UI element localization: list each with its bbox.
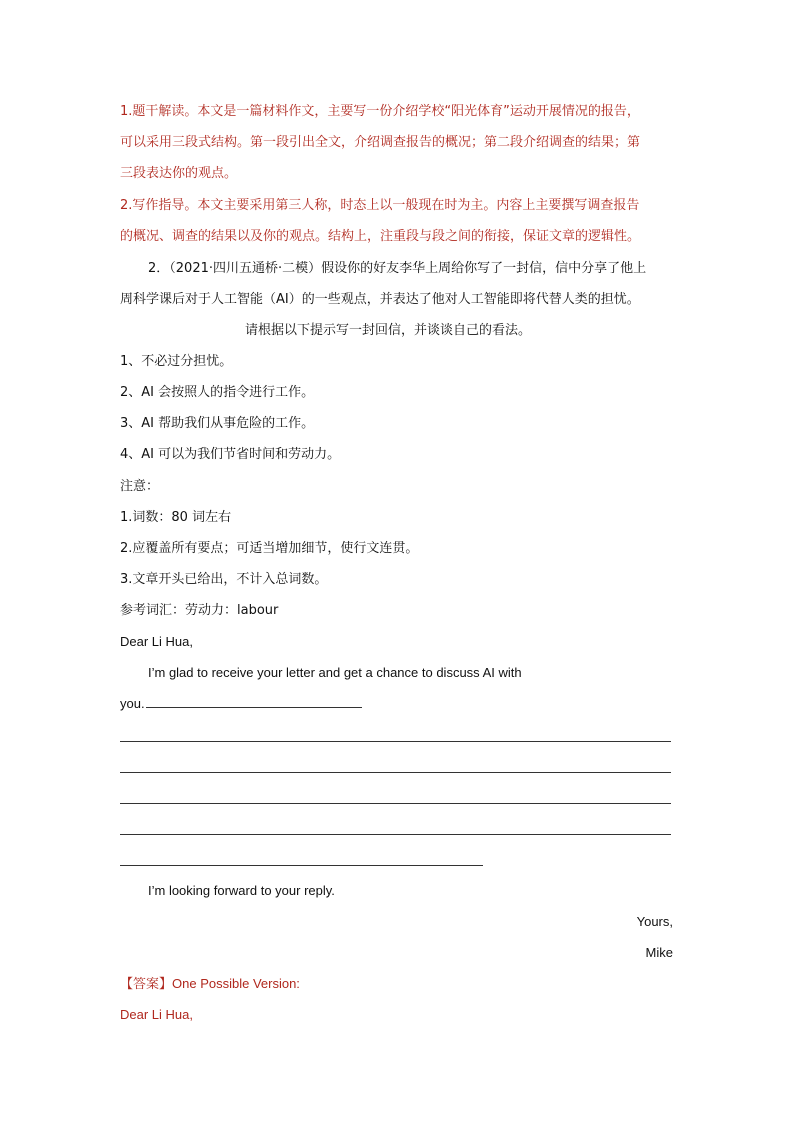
note-1: 1.词数：80 词左右 [120,510,232,525]
writing-line-5[interactable] [120,865,483,866]
reference-vocabulary: 参考词汇：劳动力：labour [120,603,279,618]
letter-opening-end: you. [120,696,145,711]
hint-2: 2、AI 会按照人的指令进行工作。 [120,385,315,400]
answer-version: One Possible Version: [172,976,300,991]
note-3: 3.文章开头已给出，不计入总词数。 [120,572,328,587]
note-2: 2.应覆盖所有要点；可适当增加细节，使行文连贯。 [120,541,419,556]
letter-greeting: Dear Li Hua, [120,634,193,649]
hint-3: 3、AI 帮助我们从事危险的工作。 [120,416,315,431]
letter-opening-continuation [120,695,362,713]
question-2-line-1: 2．（2021·四川五通桥·二模）假设你的好友李华上周给你写了一封信，信中分享了他上 [148,261,647,276]
answer-label: 【答案】 [120,977,173,992]
writing-line-3[interactable] [120,803,671,804]
letter-closing-line: I’m looking forward to your reply. [148,883,335,898]
guide-point-2-line-1: 2.写作指导。本文主要采用第三人称，时态上以一般现在时为主。内容上主要撰写调查报告 [120,198,640,213]
hint-4: 4、AI 可以为我们节省时间和劳动力。 [120,447,341,462]
letter-signoff: Yours, [636,914,673,929]
notes-heading: 注意： [120,479,160,494]
answer-greeting: Dear Li Hua, [120,1007,193,1022]
guide-point-1-line-3: 三段表达你的观点。 [120,166,238,181]
question-2-line-2: 周科学课后对于人工智能（AI）的一些观点，并表达了他对人工智能即将代替人类的担忧。 [120,292,640,307]
guide-point-1-line-2: 可以采用三段式结构。第一段引出全文，介绍调查报告的概况；第二段介绍调查的结果；第 [120,135,641,150]
writing-line-4[interactable] [120,834,671,835]
guide-point-2-line-2: 的概况、调查的结果以及你的观点。结构上，注重段与段之间的衔接，保证文章的逻辑性。 [120,229,641,244]
letter-opening-line: I’m glad to receive your letter and get a chance to discuss AI with [148,665,522,680]
writing-blank[interactable] [146,695,362,708]
writing-line-1[interactable] [120,741,671,742]
question-2-line-3: 请根据以下提示写一封回信，并谈谈自己的看法。 [245,323,532,338]
answer-heading [120,975,300,994]
hint-1: 1、不必过分担忧。 [120,354,233,369]
guide-point-1-line-1: 1.题干解读。本文是一篇材料作文，主要写一份介绍学校“阳光体育”运动开展情况的报告， [120,104,640,119]
writing-line-2[interactable] [120,772,671,773]
letter-signature: Mike [645,945,673,960]
